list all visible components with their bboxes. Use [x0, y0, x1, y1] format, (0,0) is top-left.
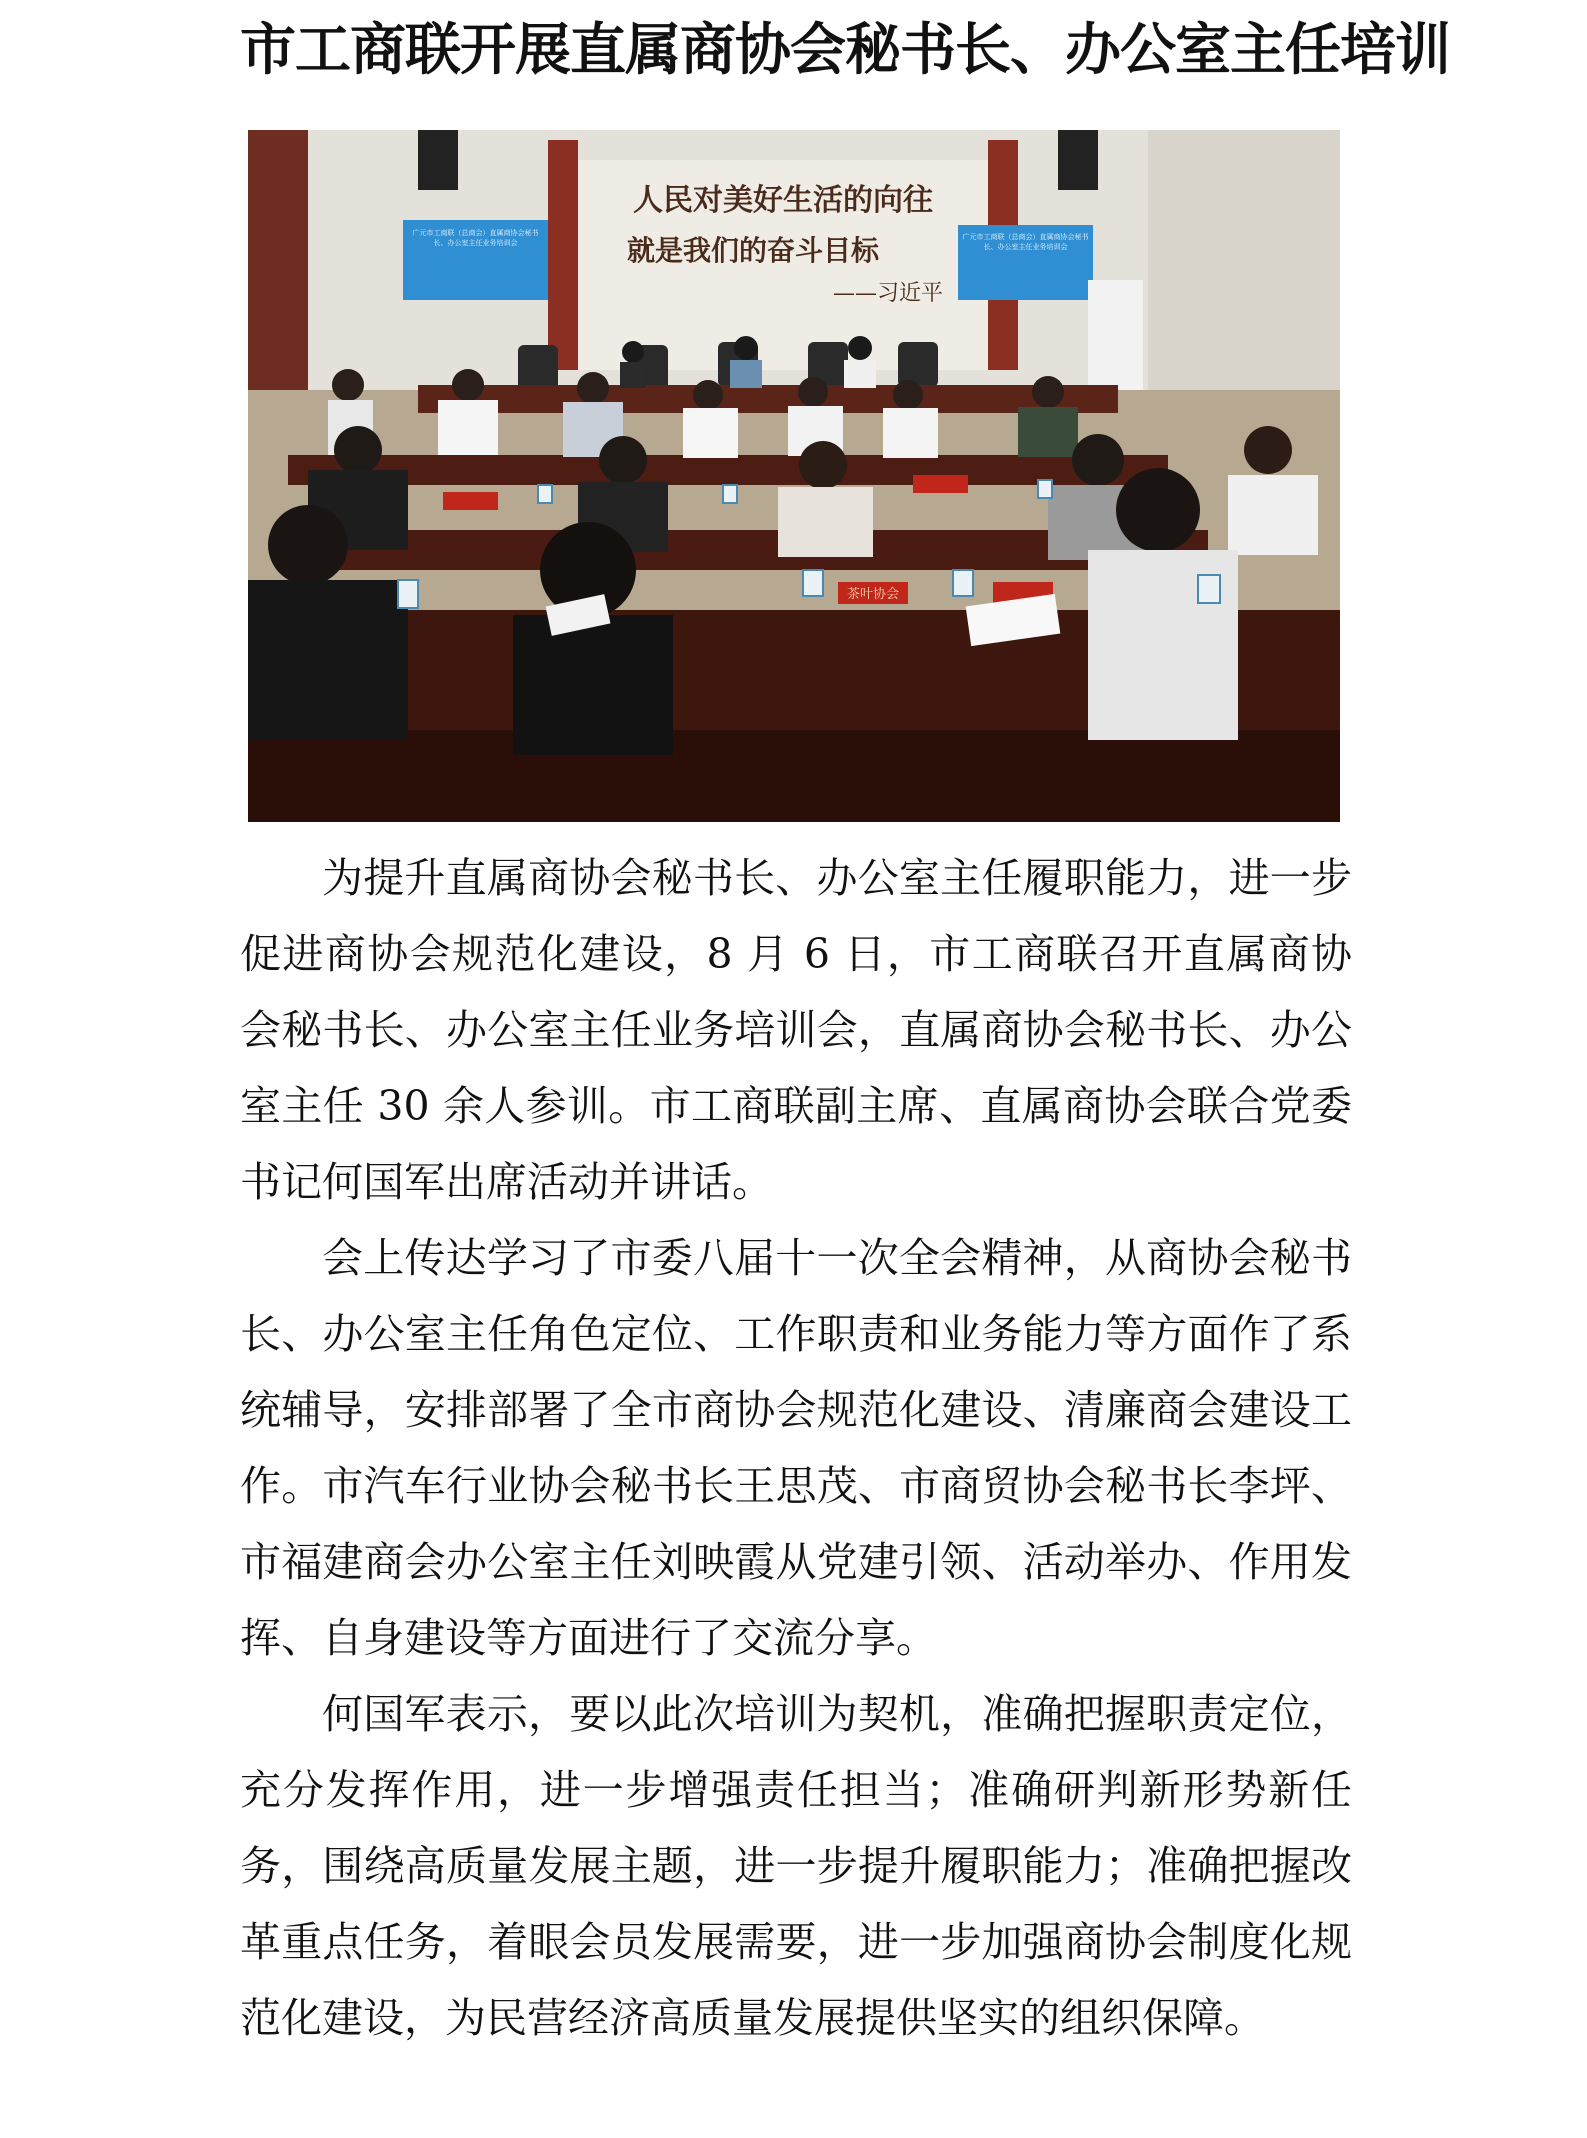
article-title: 市工商联开展直属商协会秘书长、办公室主任培训	[240, 17, 1450, 83]
slogan-line-2: 就是我们的奋斗目标	[626, 234, 880, 267]
slogan-line-1: 人民对美好生活的向往	[633, 183, 933, 218]
paragraph-2: 会上传达学习了市委八届十一次全会精神，从商协会秘书长、办公室主任角色定位、工作职责和业务能力等方面作了系统辅导，安排部署了全市商协会规范化建设、清廉商会建设工作。市汽车行业协会秘书长王思茂、市商贸协会秘书长李坪、市福建商会办公室主任刘映霞从党建引领、活动举办、作用发挥、自身建设等方面进行了交流分享。	[240, 1234, 1352, 1662]
paragraph-1: 为提升直属商协会秘书长、办公室主任履职能力，进一步促进商协会规范化建设，8 月 6 日，市工商联召开直属商协会秘书长、办公室主任业务培训会，直属商协会秘书长、办公室主任 30 余人参训。市工商联副主席、直属商协会联合党委书记何国军出席活动并讲话。	[240, 854, 1352, 1206]
article-body	[240, 840, 1352, 2056]
nameplate-text: 茶叶协会	[846, 587, 900, 602]
screen-right-text: 广元市工商联（总商会）直属商协会秘书长、办公室主任业务培训会	[962, 233, 1089, 251]
screen-left-text: 广元市工商联（总商会）直属商协会秘书长、办公室主任业务培训会	[412, 229, 539, 247]
meeting-photo	[248, 130, 1340, 822]
paragraph-3: 何国军表示，要以此次培训为契机，准确把握职责定位，充分发挥作用，进一步增强责任担当；准确研判新形势新任务，围绕高质量发展主题，进一步提升履职能力；准确把握改革重点任务，着眼会员发展需要，进一步加强商协会制度化规范化建设，为民营经济高质量发展提供坚实的组织保障。	[240, 1690, 1352, 2042]
slogan-signature: ——习近平	[832, 281, 944, 306]
